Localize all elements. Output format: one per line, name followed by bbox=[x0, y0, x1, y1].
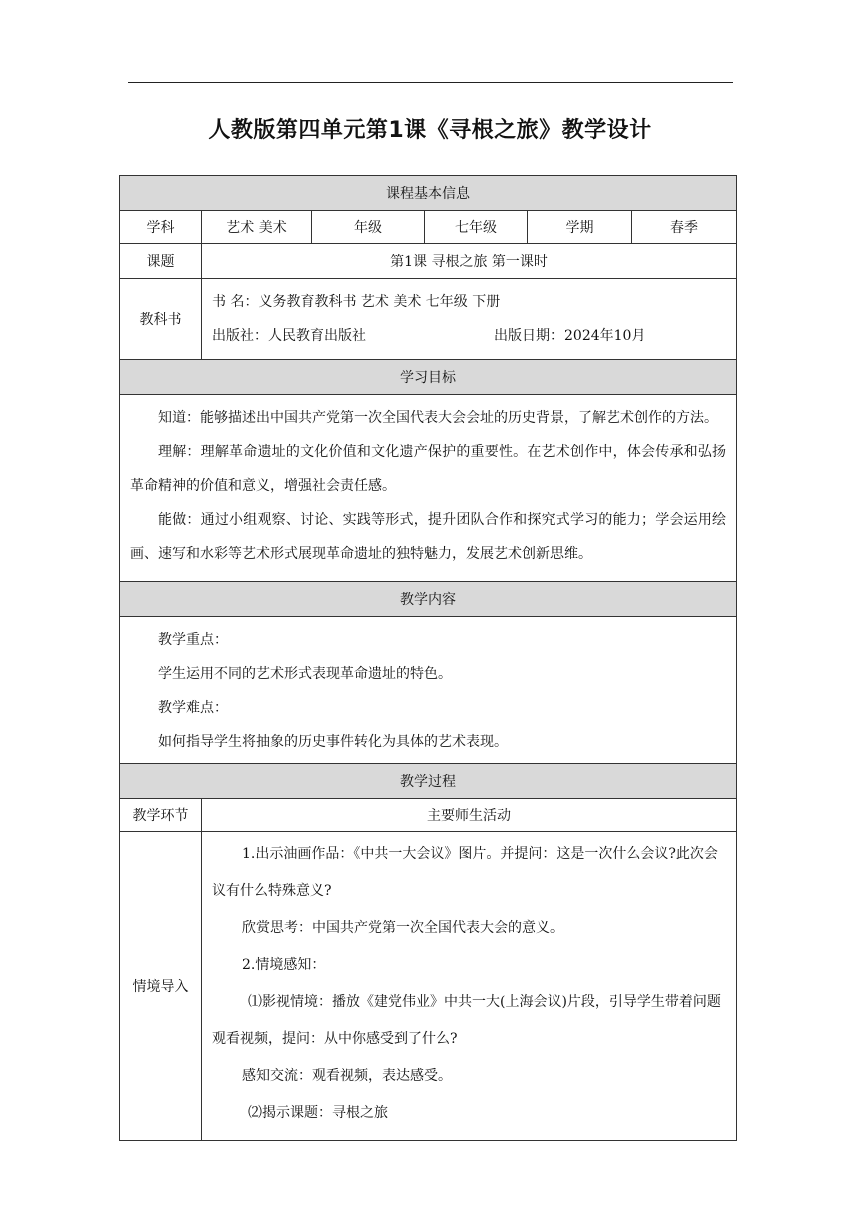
topic-label: 课题 bbox=[120, 244, 202, 279]
section-objectives: 学习目标 bbox=[120, 360, 737, 395]
section-content: 教学内容 bbox=[120, 582, 737, 617]
key-point-text: 学生运用不同的艺术形式表现革命遗址的特色。 bbox=[158, 666, 452, 682]
grade-label: 年级 bbox=[312, 211, 425, 244]
section-process: 教学过程 bbox=[120, 764, 737, 799]
stage-intro-label: 情境导入 bbox=[120, 832, 202, 1141]
activity-line-3: 2.情境感知： bbox=[242, 957, 326, 973]
content-body bbox=[120, 617, 737, 764]
activity-line-2: 欣赏思考：中国共产党第一次全国代表大会的意义。 bbox=[242, 920, 564, 936]
subject-value: 艺术 美术 bbox=[202, 211, 312, 244]
publish-date: 出版日期：2024年10月 bbox=[494, 328, 646, 344]
term-value: 春季 bbox=[632, 211, 737, 244]
activity-line-5: 感知交流：观看视频，表达感受。 bbox=[242, 1068, 452, 1084]
objective-know: 知道：能够描述出中国共产党第一次全国代表大会会址的历史背景，了解艺术创作的方法。 bbox=[158, 410, 718, 426]
textbook-name: 书 名：义务教育教科书 艺术 美术 七年级 下册 bbox=[212, 294, 501, 310]
activity-column-header: 主要师生活动 bbox=[202, 799, 737, 832]
header-rule bbox=[128, 82, 733, 83]
activity-line-1: 1.出示油画作品：《中共一大会议》图片。并提问：这是一次什么会议?此次会议有什么特殊意义? bbox=[212, 846, 718, 899]
textbook-label: 教科书 bbox=[120, 279, 202, 360]
objective-do: 能做：通过小组观察、讨论、实践等形式，提升团队合作和探究式学习的能力；学会运用绘画、速写和水彩等艺术形式展现革命遗址的独特魅力，发展艺术创新思维。 bbox=[130, 512, 727, 562]
difficulty-text: 如何指导学生将抽象的历史事件转化为具体的艺术表现。 bbox=[158, 734, 508, 750]
subject-label: 学科 bbox=[120, 211, 202, 244]
section-basic-info: 课程基本信息 bbox=[120, 176, 737, 211]
textbook-details bbox=[202, 279, 737, 360]
lesson-plan-table bbox=[119, 175, 737, 1141]
activity-line-4: ⑴影视情境：播放《建党伟业》中共一大(上海会议)片段，引导学生带着问题观看视频，提问：从中你感受到了什么? bbox=[212, 994, 721, 1047]
grade-value: 七年级 bbox=[425, 211, 528, 244]
difficulty-label: 教学难点： bbox=[158, 700, 228, 716]
key-point-label: 教学重点： bbox=[158, 632, 228, 648]
stage-column-header: 教学环节 bbox=[120, 799, 202, 832]
publisher: 出版社：人民教育出版社 bbox=[212, 328, 366, 344]
document-title: 人教版第四单元第1课《寻根之旅》教学设计 bbox=[208, 118, 652, 143]
topic-value: 第1课 寻根之旅 第一课时 bbox=[202, 244, 737, 279]
activity-line-6: ⑵揭示课题：寻根之旅 bbox=[248, 1105, 388, 1121]
objective-understand: 理解：理解革命遗址的文化价值和文化遗产保护的重要性。在艺术创作中，体会传承和弘扬革命精神的价值和意义，增强社会责任感。 bbox=[130, 444, 727, 494]
term-label: 学期 bbox=[528, 211, 632, 244]
objectives-body bbox=[120, 395, 737, 582]
stage-intro-activities bbox=[202, 832, 737, 1141]
